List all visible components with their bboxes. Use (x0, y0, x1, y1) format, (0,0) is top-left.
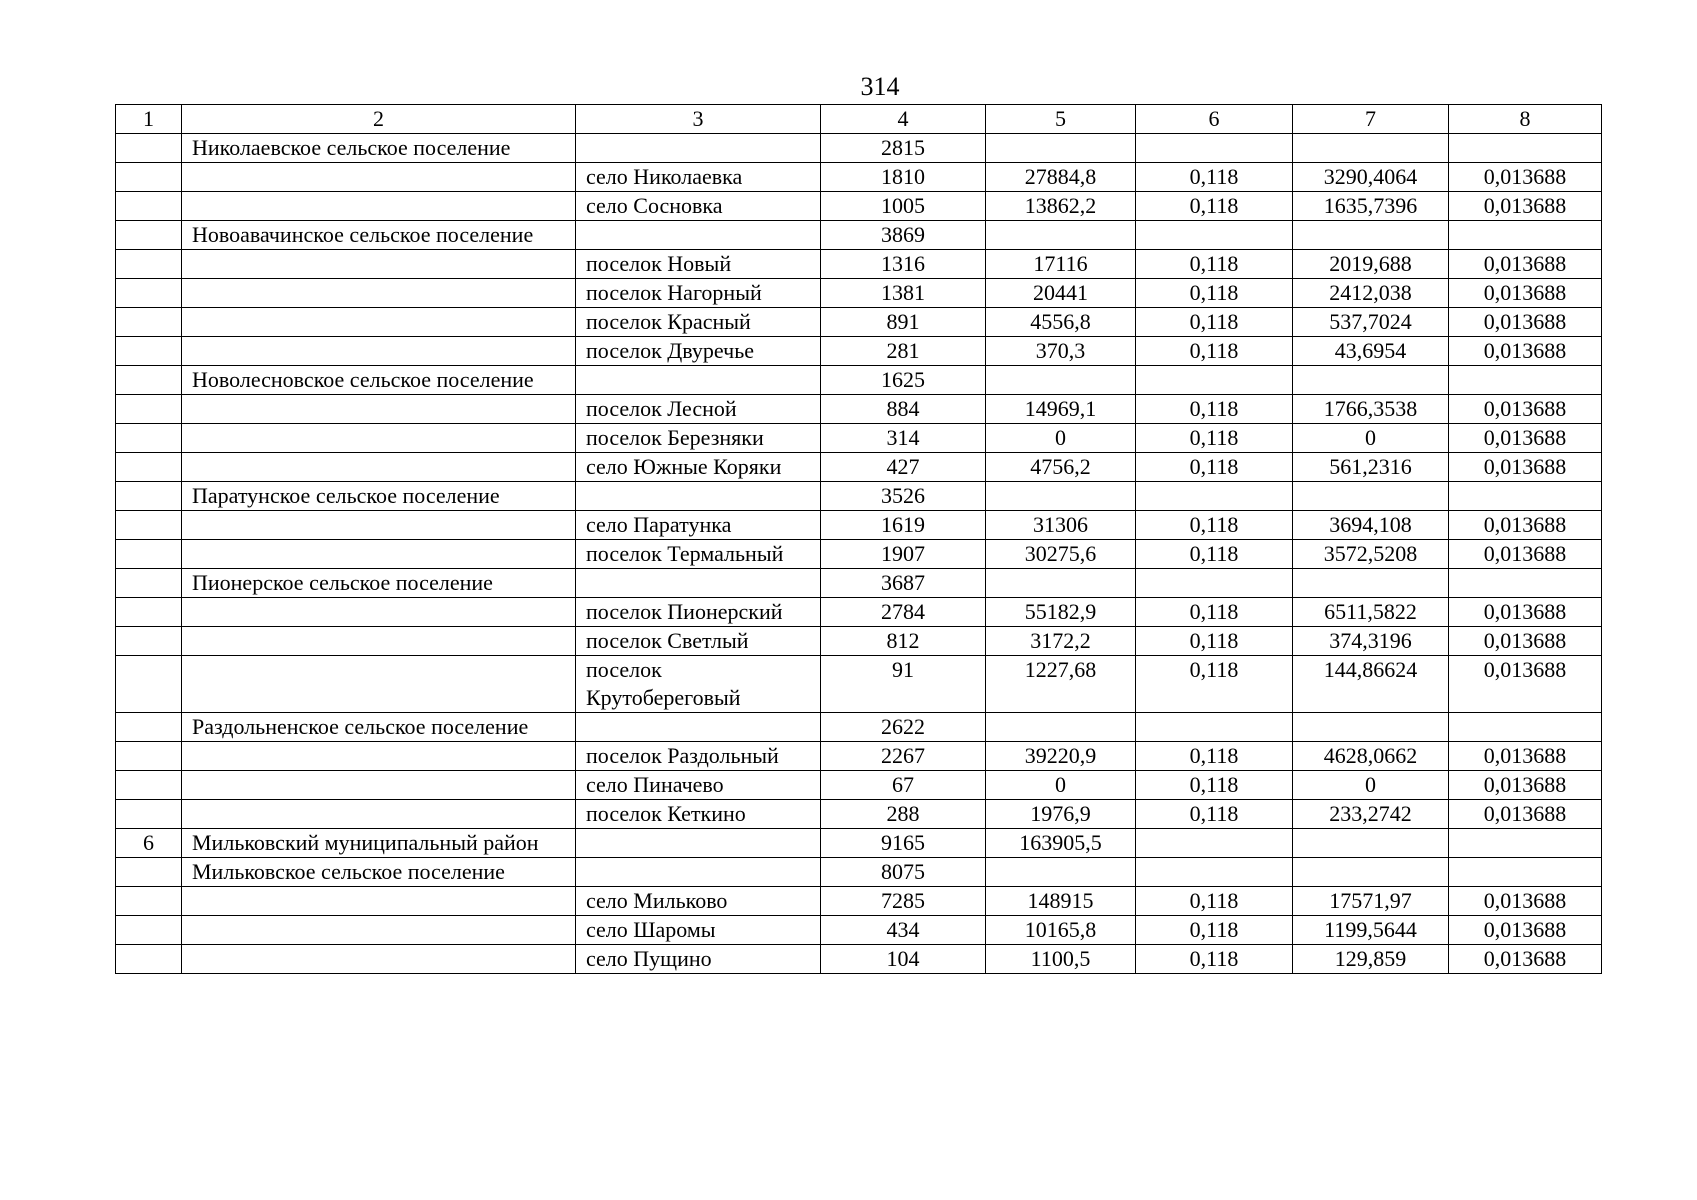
value-col-8-cell: 0,013688 (1449, 424, 1602, 453)
value-col-6-cell: 0,118 (1136, 395, 1293, 424)
row-number-cell (116, 945, 182, 974)
row-number-cell (116, 279, 182, 308)
value-col-8-cell (1449, 482, 1602, 511)
value-col-6-cell: 0,118 (1136, 453, 1293, 482)
value-col-7-cell: 2412,038 (1293, 279, 1449, 308)
value-col-6-cell: 0,118 (1136, 627, 1293, 656)
settlement-name-cell (182, 308, 576, 337)
value-col-5-cell: 3172,2 (986, 627, 1136, 656)
value-col-8-cell: 0,013688 (1449, 742, 1602, 771)
row-number-cell (116, 337, 182, 366)
row-number-cell (116, 598, 182, 627)
value-col-7-cell: 43,6954 (1293, 337, 1449, 366)
value-col-8-cell: 0,013688 (1449, 511, 1602, 540)
value-col-4-cell: 434 (821, 916, 986, 945)
value-col-6-cell: 0,118 (1136, 163, 1293, 192)
locality-name-cell: село Пиначево (576, 771, 821, 800)
table-row (116, 424, 1602, 453)
value-col-6-cell (1136, 221, 1293, 250)
value-col-7-cell (1293, 858, 1449, 887)
value-col-6-cell: 0,118 (1136, 945, 1293, 974)
value-col-6-cell (1136, 713, 1293, 742)
value-col-6-cell: 0,118 (1136, 771, 1293, 800)
locality-name-cell: село Николаевка (576, 163, 821, 192)
row-number-cell (116, 163, 182, 192)
value-col-8-cell: 0,013688 (1449, 916, 1602, 945)
locality-name-cell (576, 221, 821, 250)
table-row (116, 453, 1602, 482)
table-row (116, 540, 1602, 569)
row-number-cell (116, 221, 182, 250)
settlement-name-cell (182, 395, 576, 424)
value-col-4-cell: 281 (821, 337, 986, 366)
table-row (116, 656, 1602, 713)
value-col-6-cell: 0,118 (1136, 511, 1293, 540)
table-row (116, 916, 1602, 945)
settlement-name-cell (182, 916, 576, 945)
value-col-4-cell: 1005 (821, 192, 986, 221)
locality-name-cell: поселок Раздольный (576, 742, 821, 771)
value-col-4-cell: 288 (821, 800, 986, 829)
value-col-6-cell: 0,118 (1136, 337, 1293, 366)
locality-name-cell: поселок Березняки (576, 424, 821, 453)
value-col-7-cell (1293, 569, 1449, 598)
settlement-name-cell (182, 771, 576, 800)
value-col-7-cell: 3290,4064 (1293, 163, 1449, 192)
value-col-6-cell: 0,118 (1136, 742, 1293, 771)
value-col-7-cell: 0 (1293, 771, 1449, 800)
value-col-8-cell (1449, 221, 1602, 250)
value-col-6-cell: 0,118 (1136, 192, 1293, 221)
row-number-cell (116, 395, 182, 424)
settlement-name-cell: Николаевское сельское поселение (182, 134, 576, 163)
value-col-5-cell: 1100,5 (986, 945, 1136, 974)
value-col-8-cell (1449, 569, 1602, 598)
settlement-name-cell: Раздольненское сельское поселение (182, 713, 576, 742)
value-col-5-cell: 1227,68 (986, 656, 1136, 713)
value-col-7-cell: 129,859 (1293, 945, 1449, 974)
table-row (116, 134, 1602, 163)
value-col-5-cell: 31306 (986, 511, 1136, 540)
value-col-5-cell: 4756,2 (986, 453, 1136, 482)
value-col-7-cell: 374,3196 (1293, 627, 1449, 656)
value-col-8-cell: 0,013688 (1449, 337, 1602, 366)
value-col-4-cell: 3526 (821, 482, 986, 511)
value-col-5-cell (986, 858, 1136, 887)
table-row (116, 511, 1602, 540)
value-col-8-cell: 0,013688 (1449, 656, 1602, 713)
header-row (116, 105, 1602, 134)
value-col-6-cell: 0,118 (1136, 279, 1293, 308)
value-col-8-cell: 0,013688 (1449, 598, 1602, 627)
locality-name-cell: поселок Лесной (576, 395, 821, 424)
column-header-2: 2 (182, 105, 576, 134)
value-col-4-cell: 2815 (821, 134, 986, 163)
locality-name-cell: село Мильково (576, 887, 821, 916)
value-col-6-cell: 0,118 (1136, 598, 1293, 627)
settlement-name-cell (182, 511, 576, 540)
table-row (116, 192, 1602, 221)
value-col-4-cell: 9165 (821, 829, 986, 858)
value-col-8-cell: 0,013688 (1449, 800, 1602, 829)
value-col-7-cell: 17571,97 (1293, 887, 1449, 916)
settlement-name-cell: Новолесновское сельское поселение (182, 366, 576, 395)
row-number-cell (116, 134, 182, 163)
value-col-4-cell: 884 (821, 395, 986, 424)
row-number-cell (116, 887, 182, 916)
value-col-4-cell: 891 (821, 308, 986, 337)
value-col-4-cell: 1907 (821, 540, 986, 569)
settlement-name-cell (182, 887, 576, 916)
locality-name-cell (576, 569, 821, 598)
column-header-5: 5 (986, 105, 1136, 134)
value-col-4-cell: 91 (821, 656, 986, 713)
value-col-8-cell: 0,013688 (1449, 887, 1602, 916)
value-col-8-cell (1449, 713, 1602, 742)
value-col-7-cell: 1635,7396 (1293, 192, 1449, 221)
value-col-5-cell: 0 (986, 424, 1136, 453)
value-col-7-cell: 2019,688 (1293, 250, 1449, 279)
column-header-1: 1 (116, 105, 182, 134)
settlement-name-cell: Новоавачинское сельское поселение (182, 221, 576, 250)
row-number-cell (116, 540, 182, 569)
value-col-8-cell: 0,013688 (1449, 192, 1602, 221)
settlement-name-cell (182, 598, 576, 627)
table-row (116, 366, 1602, 395)
value-col-4-cell: 2622 (821, 713, 986, 742)
row-number-cell (116, 627, 182, 656)
locality-name-cell: поселок Двуречье (576, 337, 821, 366)
table-row (116, 829, 1602, 858)
settlement-name-cell: Пионерское сельское поселение (182, 569, 576, 598)
row-number-cell (116, 713, 182, 742)
value-col-5-cell: 10165,8 (986, 916, 1136, 945)
value-col-5-cell: 0 (986, 771, 1136, 800)
row-number-cell (116, 366, 182, 395)
value-col-6-cell: 0,118 (1136, 916, 1293, 945)
column-header-4: 4 (821, 105, 986, 134)
value-col-5-cell: 1976,9 (986, 800, 1136, 829)
table-row (116, 713, 1602, 742)
row-number-cell (116, 656, 182, 713)
data-table (115, 104, 1602, 974)
value-col-4-cell: 812 (821, 627, 986, 656)
locality-name-cell: село Сосновка (576, 192, 821, 221)
locality-name-cell (576, 858, 821, 887)
value-col-5-cell: 148915 (986, 887, 1136, 916)
column-header-8: 8 (1449, 105, 1602, 134)
value-col-7-cell: 233,2742 (1293, 800, 1449, 829)
settlement-name-cell (182, 163, 576, 192)
table-row (116, 800, 1602, 829)
value-col-4-cell: 427 (821, 453, 986, 482)
settlement-name-cell (182, 627, 576, 656)
value-col-8-cell: 0,013688 (1449, 163, 1602, 192)
table-row (116, 771, 1602, 800)
value-col-7-cell (1293, 134, 1449, 163)
value-col-4-cell: 3687 (821, 569, 986, 598)
value-col-7-cell (1293, 713, 1449, 742)
settlement-name-cell: Паратунское сельское поселение (182, 482, 576, 511)
table-row (116, 395, 1602, 424)
locality-name-cell (576, 829, 821, 858)
value-col-6-cell (1136, 829, 1293, 858)
table-row (116, 945, 1602, 974)
settlement-name-cell (182, 945, 576, 974)
value-col-8-cell (1449, 134, 1602, 163)
value-col-5-cell (986, 366, 1136, 395)
table-row (116, 569, 1602, 598)
row-number-cell: 6 (116, 829, 182, 858)
value-col-7-cell: 0 (1293, 424, 1449, 453)
locality-name-cell: поселок Нагорный (576, 279, 821, 308)
locality-name-cell: село Южные Коряки (576, 453, 821, 482)
value-col-6-cell: 0,118 (1136, 656, 1293, 713)
table-row (116, 627, 1602, 656)
value-col-5-cell: 370,3 (986, 337, 1136, 366)
value-col-4-cell: 67 (821, 771, 986, 800)
value-col-6-cell (1136, 569, 1293, 598)
settlement-name-cell: Мильковский муниципальный район (182, 829, 576, 858)
value-col-5-cell (986, 482, 1136, 511)
row-number-cell (116, 192, 182, 221)
value-col-5-cell: 14969,1 (986, 395, 1136, 424)
value-col-6-cell: 0,118 (1136, 800, 1293, 829)
column-header-6: 6 (1136, 105, 1293, 134)
value-col-7-cell: 3572,5208 (1293, 540, 1449, 569)
value-col-6-cell: 0,118 (1136, 308, 1293, 337)
table-row (116, 742, 1602, 771)
value-col-5-cell: 27884,8 (986, 163, 1136, 192)
table-row (116, 598, 1602, 627)
value-col-8-cell: 0,013688 (1449, 771, 1602, 800)
locality-name-cell: поселок Новый (576, 250, 821, 279)
locality-name-cell: поселок Светлый (576, 627, 821, 656)
value-col-7-cell: 6511,5822 (1293, 598, 1449, 627)
value-col-5-cell: 13862,2 (986, 192, 1136, 221)
value-col-6-cell: 0,118 (1136, 250, 1293, 279)
locality-name-cell: поселок Кеткино (576, 800, 821, 829)
value-col-4-cell: 3869 (821, 221, 986, 250)
column-header-7: 7 (1293, 105, 1449, 134)
value-col-5-cell: 4556,8 (986, 308, 1136, 337)
value-col-5-cell: 39220,9 (986, 742, 1136, 771)
locality-name-cell: село Пущино (576, 945, 821, 974)
settlement-name-cell (182, 742, 576, 771)
value-col-7-cell (1293, 221, 1449, 250)
value-col-7-cell (1293, 482, 1449, 511)
value-col-6-cell: 0,118 (1136, 540, 1293, 569)
value-col-6-cell (1136, 134, 1293, 163)
value-col-7-cell: 537,7024 (1293, 308, 1449, 337)
value-col-5-cell (986, 569, 1136, 598)
value-col-6-cell (1136, 858, 1293, 887)
value-col-8-cell: 0,013688 (1449, 453, 1602, 482)
value-col-4-cell: 2267 (821, 742, 986, 771)
row-number-cell (116, 569, 182, 598)
settlement-name-cell (182, 424, 576, 453)
row-number-cell (116, 858, 182, 887)
value-col-4-cell: 8075 (821, 858, 986, 887)
value-col-8-cell: 0,013688 (1449, 945, 1602, 974)
table-row (116, 250, 1602, 279)
table-row (116, 887, 1602, 916)
value-col-6-cell: 0,118 (1136, 424, 1293, 453)
value-col-7-cell: 1766,3538 (1293, 395, 1449, 424)
table-row (116, 858, 1602, 887)
value-col-4-cell: 314 (821, 424, 986, 453)
settlement-name-cell: Мильковское сельское поселение (182, 858, 576, 887)
value-col-8-cell (1449, 366, 1602, 395)
value-col-8-cell (1449, 858, 1602, 887)
settlement-name-cell (182, 656, 576, 713)
value-col-6-cell (1136, 366, 1293, 395)
table-row (116, 337, 1602, 366)
locality-name-cell (576, 366, 821, 395)
value-col-5-cell: 55182,9 (986, 598, 1136, 627)
table-row (116, 163, 1602, 192)
value-col-4-cell: 1619 (821, 511, 986, 540)
locality-name-cell: поселок Термальный (576, 540, 821, 569)
value-col-5-cell: 30275,6 (986, 540, 1136, 569)
row-number-cell (116, 771, 182, 800)
row-number-cell (116, 800, 182, 829)
locality-name-cell: поселок Крутобереговый (576, 656, 821, 713)
locality-name-cell (576, 134, 821, 163)
row-number-cell (116, 511, 182, 540)
settlement-name-cell (182, 540, 576, 569)
table-row (116, 221, 1602, 250)
value-col-8-cell: 0,013688 (1449, 395, 1602, 424)
value-col-4-cell: 1316 (821, 250, 986, 279)
value-col-4-cell: 7285 (821, 887, 986, 916)
settlement-name-cell (182, 250, 576, 279)
value-col-8-cell: 0,013688 (1449, 250, 1602, 279)
locality-name-cell: поселок Красный (576, 308, 821, 337)
value-col-6-cell (1136, 482, 1293, 511)
page-number: 314 (860, 72, 900, 101)
row-number-cell (116, 308, 182, 337)
value-col-7-cell: 3694,108 (1293, 511, 1449, 540)
value-col-8-cell: 0,013688 (1449, 627, 1602, 656)
table-body (116, 105, 1602, 974)
settlement-name-cell (182, 453, 576, 482)
value-col-8-cell: 0,013688 (1449, 308, 1602, 337)
settlement-name-cell (182, 800, 576, 829)
value-col-4-cell: 1625 (821, 366, 986, 395)
value-col-7-cell (1293, 366, 1449, 395)
table-row (116, 308, 1602, 337)
row-number-cell (116, 453, 182, 482)
value-col-5-cell: 17116 (986, 250, 1136, 279)
value-col-8-cell (1449, 829, 1602, 858)
value-col-6-cell: 0,118 (1136, 887, 1293, 916)
row-number-cell (116, 424, 182, 453)
value-col-8-cell: 0,013688 (1449, 279, 1602, 308)
row-number-cell (116, 916, 182, 945)
column-header-3: 3 (576, 105, 821, 134)
locality-name-cell: село Паратунка (576, 511, 821, 540)
row-number-cell (116, 742, 182, 771)
settlement-name-cell (182, 192, 576, 221)
settlement-name-cell (182, 337, 576, 366)
value-col-7-cell: 144,86624 (1293, 656, 1449, 713)
row-number-cell (116, 250, 182, 279)
value-col-4-cell: 1381 (821, 279, 986, 308)
row-number-cell (116, 482, 182, 511)
table-row (116, 279, 1602, 308)
value-col-5-cell (986, 221, 1136, 250)
value-col-4-cell: 104 (821, 945, 986, 974)
locality-name-cell: поселок Пионерский (576, 598, 821, 627)
value-col-7-cell: 1199,5644 (1293, 916, 1449, 945)
value-col-7-cell: 4628,0662 (1293, 742, 1449, 771)
settlement-name-cell (182, 279, 576, 308)
locality-name-cell (576, 713, 821, 742)
value-col-7-cell (1293, 829, 1449, 858)
locality-name-cell (576, 482, 821, 511)
value-col-5-cell: 20441 (986, 279, 1136, 308)
value-col-5-cell (986, 713, 1136, 742)
locality-name-cell: село Шаромы (576, 916, 821, 945)
value-col-5-cell: 163905,5 (986, 829, 1136, 858)
value-col-8-cell: 0,013688 (1449, 540, 1602, 569)
value-col-4-cell: 2784 (821, 598, 986, 627)
value-col-4-cell: 1810 (821, 163, 986, 192)
value-col-7-cell: 561,2316 (1293, 453, 1449, 482)
value-col-5-cell (986, 134, 1136, 163)
table-row (116, 482, 1602, 511)
